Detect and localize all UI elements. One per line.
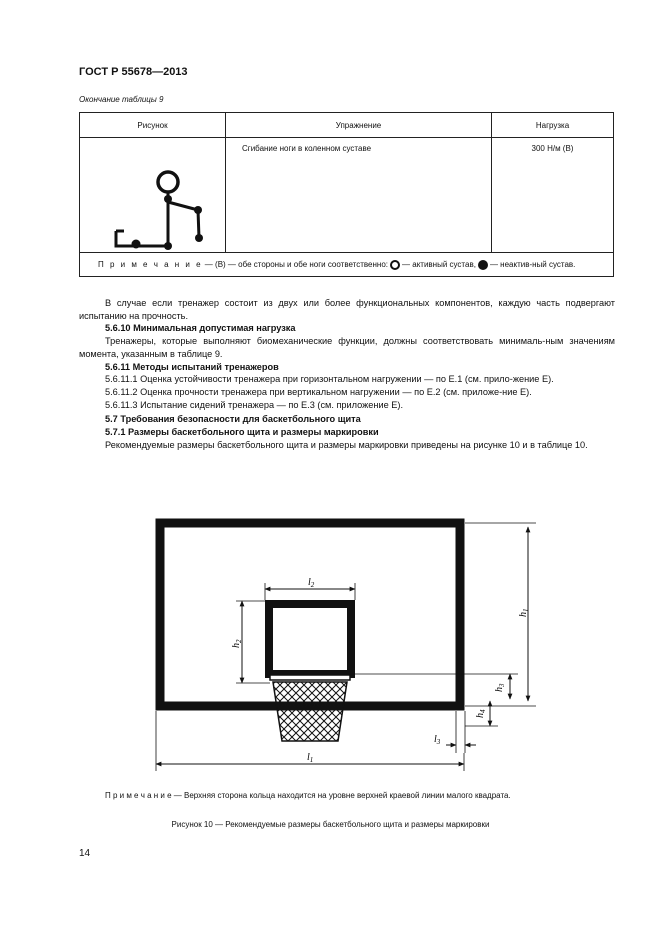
exercise-table — [79, 112, 614, 277]
body-text — [79, 297, 615, 451]
figure-note: П р и м е ч а н и е — Верхняя сторона кольца находится на уровне верхней краевой линии малого квадрата. — [105, 791, 511, 800]
backboard-diagram — [140, 513, 560, 773]
label-l2: $l_2$ — [308, 577, 315, 589]
paragraph: 5.6.11.1 Оценка устойчивости тренажера при горизонтальном нагружении — по Е.1 (см. прило-жение Е). — [105, 374, 554, 385]
section-heading: 5.7.1 Размеры баскетбольного щита и размеры маркировки — [105, 427, 379, 438]
paragraph: 5.6.11.3 Испытание сидений тренажера — по Е.3 (см. приложение Е). — [105, 399, 404, 410]
label-h4: $h_4$ — [475, 709, 487, 718]
figure-caption: Рисунок 10 — Рекомендуемые размеры баскетбольного щита и размеры маркировки — [171, 820, 490, 829]
exercise-load: 300 Н/м (B) — [492, 138, 614, 253]
col-exercise: Упражнение — [226, 113, 492, 138]
inactive-joint-icon — [478, 260, 488, 270]
label-h2: $h_2$ — [231, 639, 243, 648]
paragraph: Рекомендуемые размеры баскетбольного щита и размеры маркировки приведены на рисунке 10 и в таблице 10. — [105, 439, 588, 450]
col-figure: Рисунок — [80, 113, 226, 138]
knee-flexion-pictogram — [80, 138, 225, 250]
label-h3: $h_3$ — [494, 683, 506, 692]
paragraph: В случае если тренажер состоит из двух или более функциональных компонентов, каждую часть подвергают испытанию на прочность. — [79, 298, 615, 321]
section-heading: 5.6.11 Методы испытаний тренажеров — [105, 361, 279, 372]
exercise-name: Сгибание ноги в коленном суставе — [226, 138, 492, 253]
note-part1: — (B) — обе стороны и обе ноги соответственно: — [202, 260, 389, 269]
inner-square — [269, 604, 351, 674]
note-label: П р и м е ч а н и е — [98, 260, 203, 269]
page-number: 14 — [79, 848, 91, 859]
table-caption: Окончание таблицы 9 — [79, 95, 164, 104]
active-joint-icon — [390, 260, 400, 270]
section-heading: 5.7 Требования безопасности для баскетбольного щита — [105, 414, 361, 425]
rim — [270, 675, 350, 680]
table-row — [80, 138, 614, 253]
table-note — [80, 253, 614, 277]
table-note-row — [80, 253, 614, 277]
exercise-pictogram-cell — [80, 138, 226, 253]
label-l1: $l_1$ — [307, 752, 314, 764]
paragraph: 5.6.11.2 Оценка прочности тренажера при вертикальном нагружении — по Е.2 (см. приложе-ние Е). — [105, 386, 532, 397]
label-h1: $h_1$ — [518, 608, 530, 617]
col-load: Нагрузка — [492, 113, 614, 138]
section-heading: 5.6.10 Минимальная допустимая нагрузка — [105, 323, 296, 334]
net — [273, 682, 347, 741]
paragraph: Тренажеры, которые выполняют биомеханические функции, должны соответствовать минималь-ным значениям момента, указанным в таблице 9. — [79, 336, 615, 359]
page-header: ГОСТ Р 55678—2013 — [79, 66, 188, 78]
label-l3: $l_3$ — [434, 734, 441, 746]
note-part2: — активный сустав, — [402, 260, 476, 269]
table-header-row — [80, 113, 614, 138]
note-part3: — неактив-ный сустав. — [489, 260, 576, 269]
